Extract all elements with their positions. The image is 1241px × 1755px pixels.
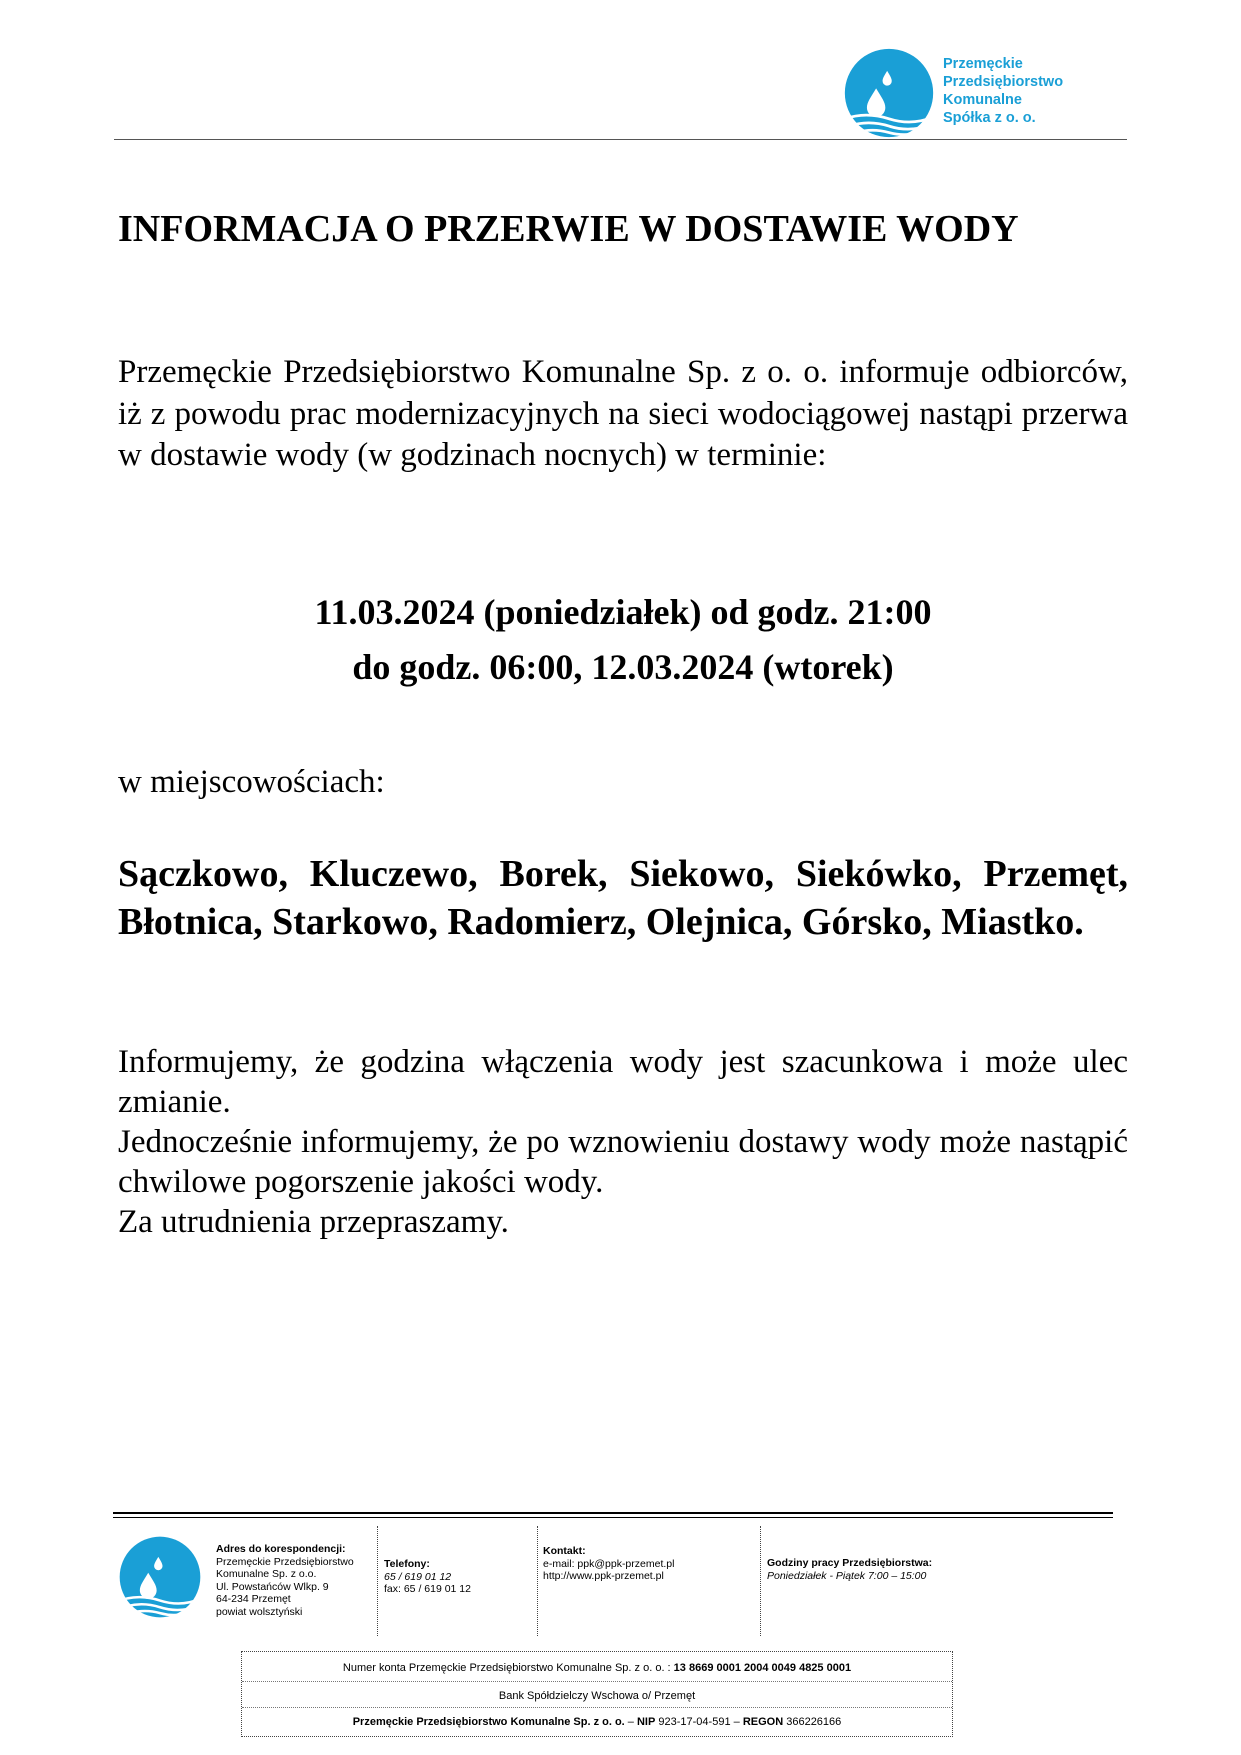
dash: – xyxy=(627,1716,634,1728)
address-line: powiat wolsztyński xyxy=(216,1605,303,1618)
footer-divider xyxy=(113,1512,1113,1514)
outage-dates xyxy=(118,585,1128,695)
address-heading: Adres do korespondencji: xyxy=(216,1543,346,1555)
box-divider xyxy=(242,1707,952,1708)
footer-column-separator xyxy=(760,1526,761,1636)
phone-number: 65 / 619 01 12 xyxy=(384,1570,452,1583)
regon-value: 366226166 xyxy=(786,1716,842,1728)
places-list: Sączkowo, Kluczewo, Borek, Siekowo, Siekówko, Przemęt, Błotnica, Starkowo, Radomierz, Olejnica, Górsko, Miastko. xyxy=(118,853,1128,943)
logo-line: Przemęckie xyxy=(943,56,1023,72)
footer-contact xyxy=(543,1545,674,1583)
footer-column-separator xyxy=(377,1526,378,1636)
footer-hours xyxy=(767,1557,932,1582)
footer-address xyxy=(216,1543,354,1618)
water-drop-logo-icon xyxy=(118,1535,202,1619)
company-ids-line xyxy=(242,1716,952,1728)
notes xyxy=(118,1042,1128,1242)
intro-paragraph: Przemęckie Przedsiębiorstwo Komunalne Sp. z o. o. informuje odbiorców, iż z powodu prac modernizacyjnych na sieci wodociągowej nastąpi przerwa w dostawie wody (w godzinach nocnych) w terminie: xyxy=(118,354,1128,473)
hours-heading: Godziny pracy Przedsiębiorstwa: xyxy=(767,1557,933,1569)
nip-label: NIP xyxy=(636,1716,656,1728)
note-quality: Jednocześnie informujemy, że po wznowieniu dostawy wody może nastąpić chwilowe pogorszenie jakości wody. xyxy=(118,1124,1128,1200)
company-name: Przemęckie Przedsiębiorstwo Komunalne Sp. z o. o. xyxy=(352,1716,625,1728)
date-line-start: 11.03.2024 (poniedziałek) od godz. 21:00 xyxy=(314,592,932,632)
fax-number: fax: 65 / 619 01 12 xyxy=(384,1583,471,1595)
box-divider xyxy=(242,1681,952,1682)
address-line: Przemęckie Przedsiębiorstwo xyxy=(216,1555,354,1568)
account-number: 13 8669 0001 2004 0049 4825 0001 xyxy=(673,1662,852,1674)
account-label: Numer konta Przemęckie Przedsiębiorstwo Komunalne Sp. z o. o. : xyxy=(342,1662,671,1674)
company-logo-text xyxy=(943,55,1063,127)
dash: – xyxy=(733,1716,740,1728)
email-link[interactable]: e-mail: ppk@ppk-przemet.pl xyxy=(543,1557,675,1570)
nip-value: 923-17-04-591 xyxy=(658,1716,731,1728)
note-estimate: Informujemy, że godzina włączenia wody jest szacunkowa i może ulec zmianie. xyxy=(118,1044,1128,1120)
address-line: Ul. Powstańców Wlkp. 9 xyxy=(216,1580,329,1593)
note-apology: Za utrudnienia przepraszamy. xyxy=(118,1204,509,1240)
account-line xyxy=(242,1662,952,1674)
footer-divider xyxy=(113,1517,1113,1518)
address-line: Komunalne Sp. z o.o. xyxy=(216,1568,317,1580)
water-drop-logo-icon xyxy=(843,47,935,139)
phone-heading: Telefony: xyxy=(384,1558,430,1570)
regon-label: REGON xyxy=(742,1716,784,1728)
header-divider xyxy=(114,139,1127,140)
page-title: INFORMACJA O PRZERWIE W DOSTAWIE WODY xyxy=(118,208,1019,250)
footer-column-separator xyxy=(537,1526,538,1636)
contact-heading: Kontakt: xyxy=(543,1545,586,1557)
bank-info-box xyxy=(241,1651,953,1737)
hours-value: Poniedziałek - Piątek 7:00 – 15:00 xyxy=(767,1569,927,1582)
bank-name: Bank Spółdzielczy Wschowa o/ Przemęt xyxy=(498,1690,696,1702)
address-line: 64-234 Przemęt xyxy=(216,1593,291,1605)
logo-line: Spółka z o. o. xyxy=(943,110,1036,126)
footer-phones xyxy=(384,1558,471,1596)
website-link[interactable]: http://www.ppk-przemet.pl xyxy=(543,1570,664,1582)
places-label: w miejscowościach: xyxy=(118,764,385,800)
logo-line: Komunalne xyxy=(943,92,1022,108)
logo-line: Przedsiębiorstwo xyxy=(943,74,1064,90)
date-line-end: do godz. 06:00, 12.03.2024 (wtorek) xyxy=(352,647,894,687)
